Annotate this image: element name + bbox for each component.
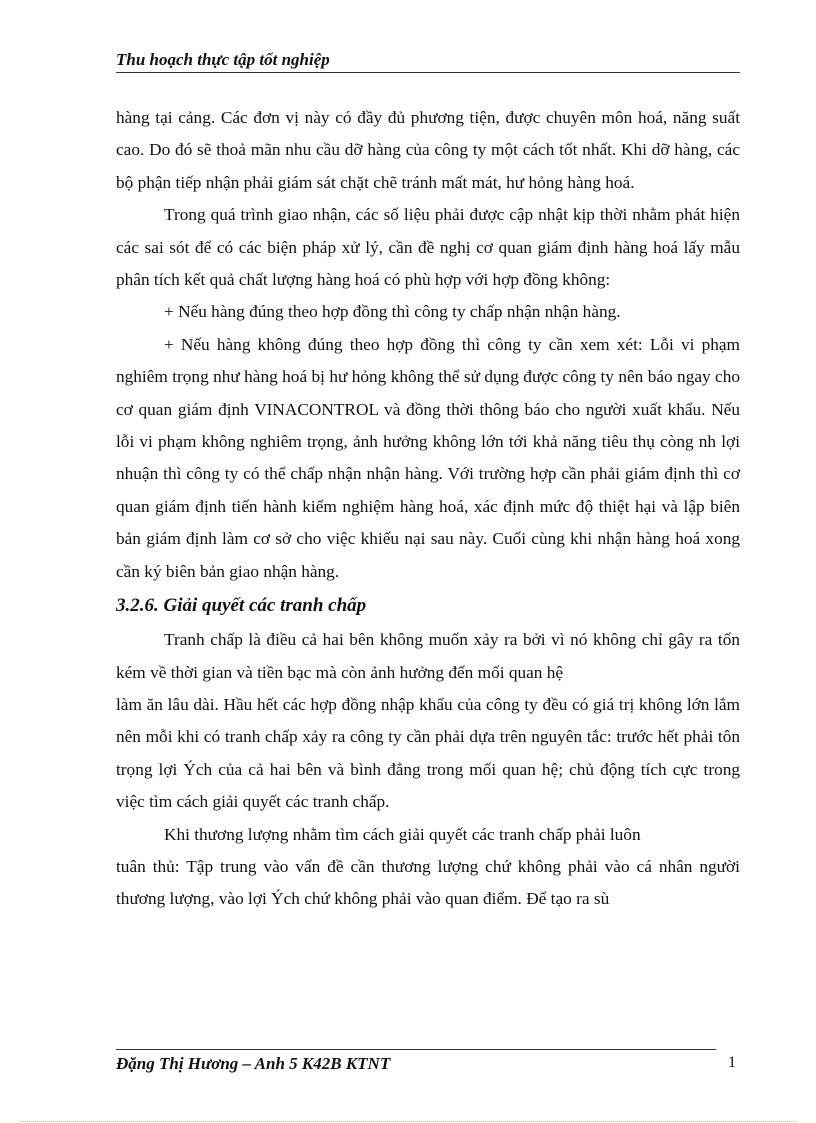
footer-author: Đặng Thị Hương – Anh 5 K42B KTNT [116, 1054, 391, 1073]
running-header-title: Thu hoạch thực tập tốt nghiệp [116, 50, 330, 69]
paragraph-negotiation-line-2: tuân thủ: Tập trung vào vấn đề cần thương lượng chứ không phải vào cá nhân người thương lượng, vào lợi Ých chứ không phải vào quan điểm. Để tạo ra sù [116, 856, 740, 909]
page-bottom-edge [20, 1121, 796, 1122]
footer-divider [116, 1049, 716, 1050]
paragraph-goods-match: + Nếu hàng đúng theo hợp đồng thì công ty chấp nhận nhận hàng. [164, 302, 621, 322]
paragraph-dispute-line-1: Tranh chấp là điều cả hai bên không muốn xảy ra bởi vì nó không chỉ gây ra tốn kém về thời gian và tiền bạc mà còn ảnh hưởng đến mối quan hệ [116, 630, 740, 682]
paragraph-inspection: Trong quá trình giao nhận, các số liệu phải được cập nhật kịp thời nhằm phát hiện các sai sót để có các biện pháp xử lý, cần đề nghị cơ quan giám định hàng hoá lấy mẫu phân tích kết quả chất lượng hàng hoá có phù hợp với hợp đồng không: [116, 205, 740, 290]
paragraph-goods-mismatch: + Nếu hàng không đúng theo hợp đồng thì công ty cần xem xét: Lỗi vi phạm nghiêm trọng như hàng hoá bị hư hỏng không thể sử dụng được công ty nên báo ngay cho cơ quan giám định VINACONTROL và đồng thời thông báo cho người xuất khẩu. Nếu lỗi vi phạm không nghiêm trọng, ảnh hưởng không lớn tới khả năng tiêu thụ còng nh lợi nhuận thì công ty có thể chấp nhận nhận hàng. Với trường hợp cần phải giám định thì cơ quan giám định tiến hành kiểm nghiệm hàng hoá, xác định mức độ thiệt hại và lập biên bản giám định làm cơ sở cho việc khiếu nại sau này. Cuối cùng khi nhận hàng hoá xong cần ký biên bản giao nhận hàng. [116, 334, 740, 581]
paragraph-unloading-goods: hàng tại cảng. Các đơn vị này có đầy đủ phương tiện, được chuyên môn hoá, năng suất cao. Do đó sẽ thoả mãn nhu cầu dỡ hàng của công ty một cách tốt nhất. Khi dỡ hàng, các bộ phận tiếp nhận phải giám sát chặt chẽ tránh mất mát, hư hỏng hàng hoá. [116, 108, 740, 192]
document-body [116, 102, 740, 916]
header-divider [116, 72, 740, 73]
paragraph-negotiation-line-1: Khi thương lượng nhằm tìm cách giải quyết các tranh chấp phải luôn [164, 824, 641, 844]
section-heading-dispute-resolution: 3.2.6. Giải quyết các tranh chấp [116, 595, 367, 617]
page-number: 1 [728, 1054, 736, 1071]
paragraph-dispute-line-2: làm ăn lâu dài. Hầu hết các hợp đồng nhập khẩu của công ty đều có giá trị không lớn lắm nên mỗi khi có tranh chấp xảy ra công ty cần phải dựa trên nguyên tắc: trước hết phải tôn trọng lợi Ých của cả hai bên và bình đẳng trong mối quan hệ; chủ động tích cực trong việc tìm cách giải quyết các tranh chấp. [116, 694, 740, 812]
